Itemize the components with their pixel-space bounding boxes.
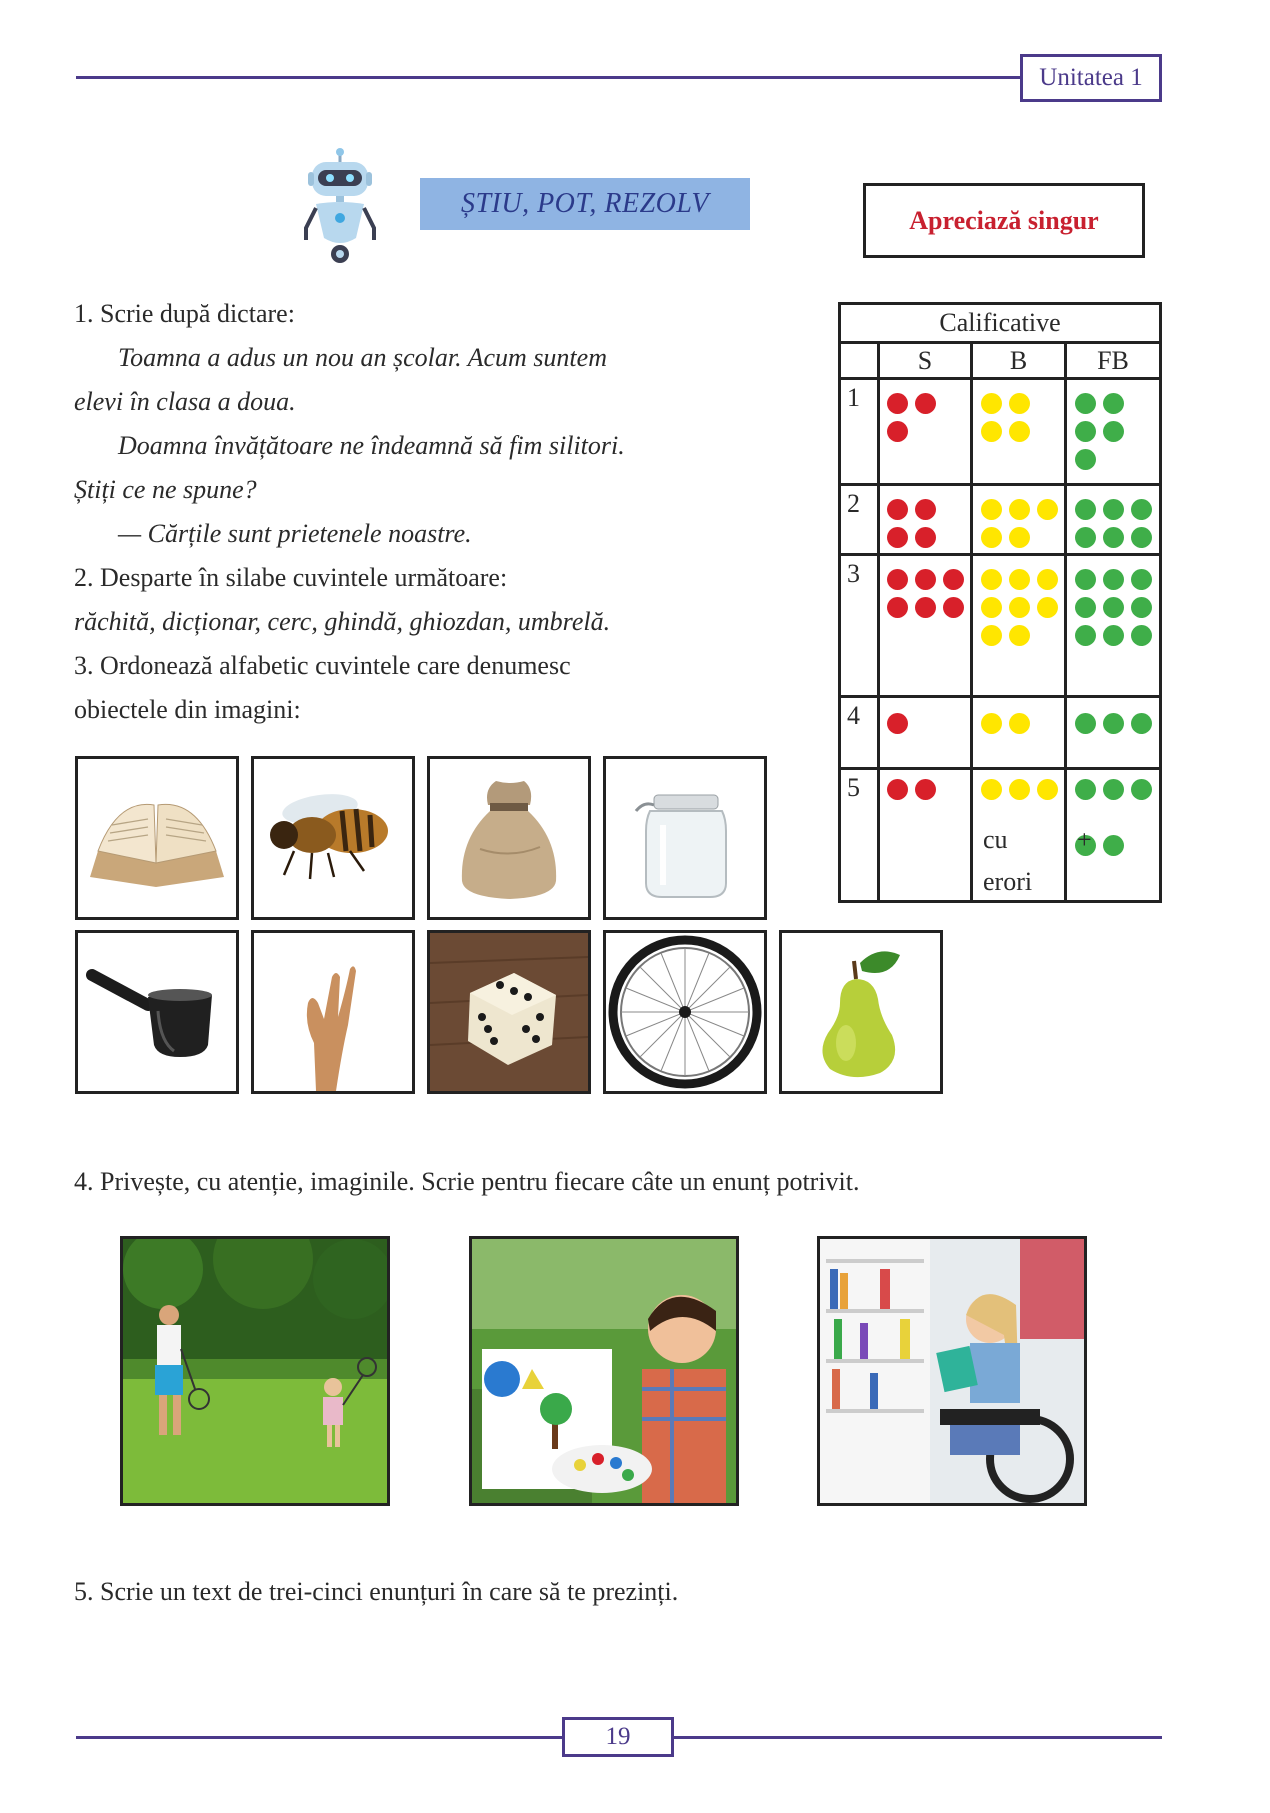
badminton-image bbox=[123, 1239, 387, 1503]
rating-dot-fb bbox=[1075, 527, 1096, 548]
book-icon bbox=[78, 759, 236, 917]
footer-rule-right bbox=[674, 1736, 1162, 1739]
ex3-prompt-1: 3. Ordonează alfabetic cuvintele care denumesc bbox=[74, 651, 571, 680]
rating-dot-fb bbox=[1103, 779, 1124, 800]
rating-dot-b bbox=[1009, 421, 1030, 442]
ex2-prompt: 2. Desparte în silabe cuvintele următoare: bbox=[74, 563, 508, 592]
bee-tile bbox=[251, 756, 415, 920]
rating-dot-fb bbox=[1075, 625, 1096, 646]
ex1-line-4: Știți ce ne spune? bbox=[74, 475, 257, 504]
rating-dot-s bbox=[915, 779, 936, 800]
rating-dot-b bbox=[1009, 779, 1030, 800]
jar-tile bbox=[603, 756, 767, 920]
rating-dot-fb bbox=[1075, 713, 1096, 734]
rating-dot-b bbox=[981, 569, 1002, 590]
table-title: Calificative bbox=[939, 308, 1061, 337]
photo-reading bbox=[817, 1236, 1087, 1506]
rating-dot-b bbox=[981, 779, 1002, 800]
rating-dot-fb bbox=[1103, 569, 1124, 590]
unit-label: Unitatea 1 bbox=[1020, 54, 1162, 102]
rating-dot-b bbox=[1009, 625, 1030, 646]
row-num-5: 5 bbox=[847, 773, 860, 802]
rating-dot-fb bbox=[1103, 527, 1124, 548]
rating-dot-fb bbox=[1103, 597, 1124, 618]
rating-dot-fb bbox=[1103, 835, 1124, 856]
header-rule bbox=[76, 76, 1020, 79]
rating-dot-b bbox=[1009, 569, 1030, 590]
ex1-prompt: 1. Scrie după dictare: bbox=[74, 299, 295, 328]
ex5-prompt: 5. Scrie un text de trei-cinci enunțuri în care să te prezinți. bbox=[74, 1577, 679, 1606]
photo-badminton bbox=[120, 1236, 390, 1506]
dice-icon bbox=[430, 933, 588, 1091]
rating-dot-b bbox=[1037, 597, 1058, 618]
row-num-1: 1 bbox=[847, 383, 860, 412]
rating-dot-b bbox=[981, 713, 1002, 734]
col-header-b: B bbox=[1009, 346, 1028, 375]
rating-dot-fb bbox=[1075, 421, 1096, 442]
rating-dot-fb bbox=[1103, 625, 1124, 646]
rating-dot-s bbox=[887, 527, 908, 548]
ex2-words: răchită, dicționar, cerc, ghindă, ghiozdan, umbrelă. bbox=[74, 607, 611, 636]
rating-dot-b bbox=[981, 597, 1002, 618]
rating-dot-fb bbox=[1075, 779, 1096, 800]
col-header-s: S bbox=[917, 346, 933, 375]
dice-tile bbox=[427, 930, 591, 1094]
pear-tile bbox=[779, 930, 943, 1094]
footer-rule-left bbox=[76, 1736, 562, 1739]
row5-fb-note: + bbox=[1077, 825, 1092, 854]
rating-dot-fb bbox=[1075, 393, 1096, 414]
rating-dot-fb bbox=[1075, 597, 1096, 618]
dots-layer bbox=[841, 305, 1159, 900]
rating-dot-s bbox=[915, 569, 936, 590]
rating-dot-b bbox=[981, 499, 1002, 520]
rating-dot-b bbox=[1009, 527, 1030, 548]
wheel-icon bbox=[606, 933, 764, 1091]
ex1-line-2: elevi în clasa a doua. bbox=[74, 387, 296, 416]
rating-dot-b bbox=[981, 625, 1002, 646]
rating-dot-fb bbox=[1131, 779, 1152, 800]
row5-b-note-2: erori bbox=[983, 867, 1033, 896]
rating-dot-s bbox=[887, 499, 908, 520]
rating-dot-s bbox=[915, 527, 936, 548]
rating-dot-s bbox=[915, 499, 936, 520]
rating-dot-s bbox=[887, 779, 908, 800]
rating-dot-s bbox=[943, 597, 964, 618]
rating-dot-s bbox=[915, 393, 936, 414]
rating-dot-fb bbox=[1131, 527, 1152, 548]
rating-dot-fb bbox=[1103, 713, 1124, 734]
assess-label: Apreciază singur bbox=[863, 183, 1145, 258]
rating-dot-s bbox=[915, 597, 936, 618]
rating-dot-b bbox=[1009, 597, 1030, 618]
rating-dot-fb bbox=[1131, 499, 1152, 520]
rating-dot-b bbox=[1037, 499, 1058, 520]
rating-dot-s bbox=[887, 597, 908, 618]
pot-tile bbox=[75, 930, 239, 1094]
ex1-line-1: Toamna a adus un nou an școlar. Acum suntem bbox=[118, 343, 607, 372]
bee-icon bbox=[254, 759, 412, 917]
photo-painting bbox=[469, 1236, 739, 1506]
rating-dot-fb bbox=[1131, 625, 1152, 646]
rating-dot-s bbox=[887, 393, 908, 414]
ex4-prompt: 4. Privește, cu atenție, imaginile. Scrie pentru fiecare câte un enunț potrivit. bbox=[74, 1167, 860, 1196]
rating-dot-fb bbox=[1075, 449, 1096, 470]
col-header-fb: FB bbox=[1097, 346, 1129, 375]
ex1-line-3: Doamna învățătoare ne îndeamnă să fim silitori. bbox=[118, 431, 625, 460]
pear-icon bbox=[782, 933, 940, 1091]
jar-icon bbox=[606, 759, 764, 917]
rating-dot-fb bbox=[1103, 393, 1124, 414]
hand-tile bbox=[251, 930, 415, 1094]
rating-dot-b bbox=[981, 421, 1002, 442]
book-tile bbox=[75, 756, 239, 920]
section-title: ȘTIU, POT, REZOLV bbox=[420, 178, 750, 230]
rating-dot-s bbox=[887, 713, 908, 734]
rating-dot-fb bbox=[1131, 597, 1152, 618]
hand-icon bbox=[254, 933, 412, 1091]
wheel-tile bbox=[603, 930, 767, 1094]
rating-dot-fb bbox=[1075, 569, 1096, 590]
rating-dot-fb bbox=[1131, 569, 1152, 590]
rating-dot-fb bbox=[1131, 713, 1152, 734]
rating-dot-s bbox=[887, 421, 908, 442]
rating-dot-b bbox=[1009, 713, 1030, 734]
reading-image bbox=[820, 1239, 1084, 1503]
rating-dot-b bbox=[981, 393, 1002, 414]
rating-dot-b bbox=[1009, 499, 1030, 520]
ex1-line-5: — Cărțile sunt prietenele noastre. bbox=[118, 519, 472, 548]
sack-icon bbox=[430, 759, 588, 917]
row5-b-note-1: cu bbox=[983, 825, 1008, 854]
rating-dot-s bbox=[943, 569, 964, 590]
painting-image bbox=[472, 1239, 736, 1503]
grading-table bbox=[838, 302, 1162, 903]
pot-icon bbox=[78, 933, 236, 1091]
rating-dot-b bbox=[1037, 569, 1058, 590]
rating-dot-b bbox=[1009, 393, 1030, 414]
row-num-3: 3 bbox=[847, 559, 860, 588]
page-number: 19 bbox=[562, 1717, 674, 1757]
rating-dot-fb bbox=[1075, 499, 1096, 520]
rating-dot-b bbox=[981, 527, 1002, 548]
sack-tile bbox=[427, 756, 591, 920]
row-num-2: 2 bbox=[847, 489, 860, 518]
robot-icon bbox=[300, 148, 380, 268]
row-num-4: 4 bbox=[847, 701, 860, 730]
rating-dot-fb bbox=[1103, 421, 1124, 442]
rating-dot-s bbox=[887, 569, 908, 590]
ex3-prompt-2: obiectele din imagini: bbox=[74, 695, 301, 724]
rating-dot-b bbox=[1037, 779, 1058, 800]
rating-dot-fb bbox=[1103, 499, 1124, 520]
